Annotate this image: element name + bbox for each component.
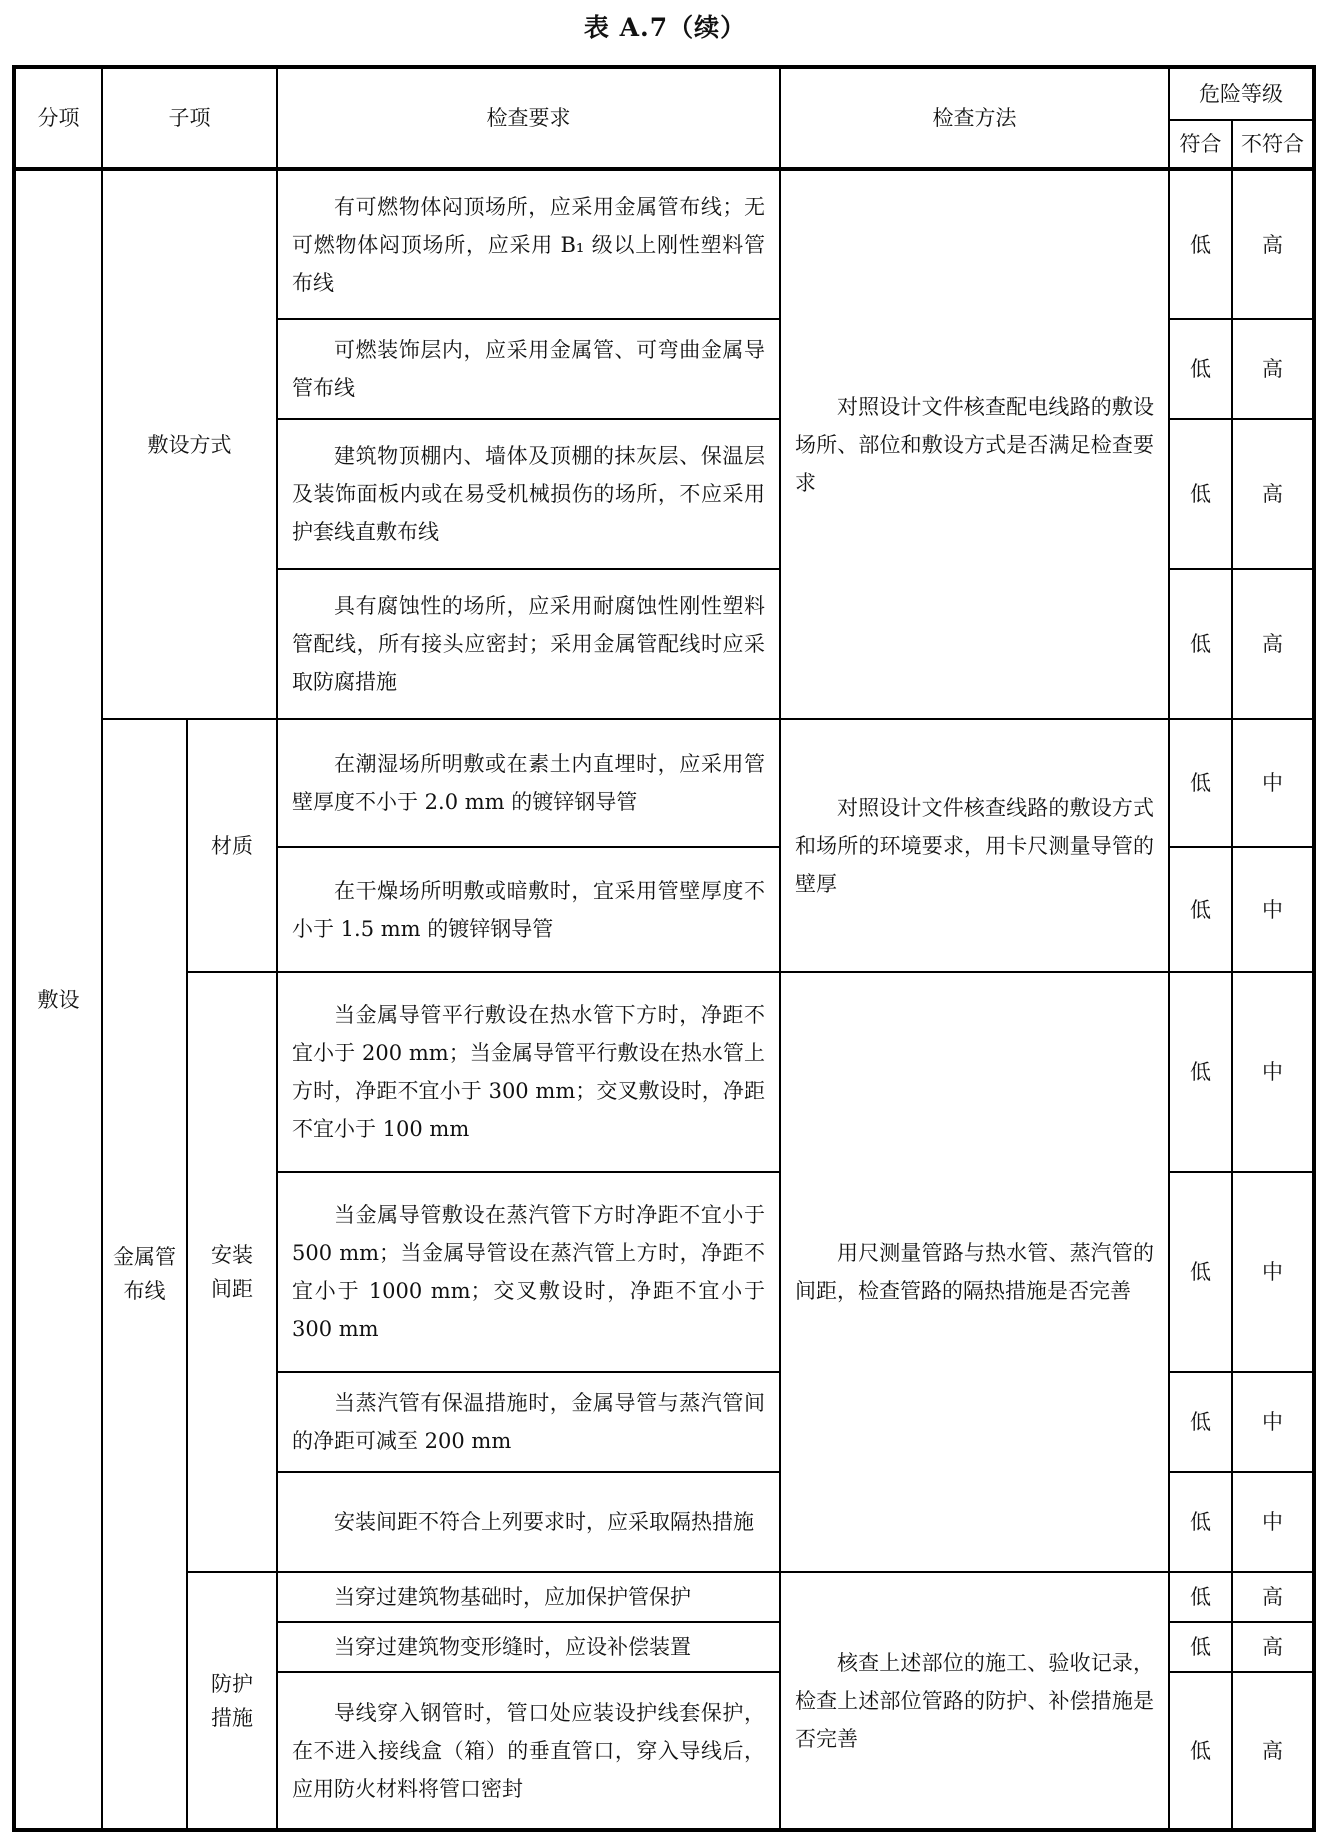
comply-level: 低 xyxy=(1169,569,1232,719)
comply-level: 低 xyxy=(1169,419,1232,569)
header-zixiang: 子项 xyxy=(102,67,277,169)
not-comply-level: 中 xyxy=(1232,847,1314,972)
subsub-spacing xyxy=(187,972,277,1572)
method-cell: 对照设计文件核查配电线路的敷设场所、部位和敷设方式是否满足检查要求 xyxy=(780,169,1169,719)
spacing-label: 安装间距 xyxy=(211,1243,253,1301)
comply-level: 低 xyxy=(1169,319,1232,419)
requirement-cell: 当蒸汽管有保温措施时，金属导管与蒸汽管间的净距可减至 200 mm xyxy=(277,1372,780,1472)
requirement-cell: 具有腐蚀性的场所，应采用耐腐蚀性刚性塑料管配线，所有接头应密封；采用金属管配线时应采取防腐措施 xyxy=(277,569,780,719)
comply-level: 低 xyxy=(1169,719,1232,847)
subitem-laying-method: 敷设方式 xyxy=(102,169,277,719)
not-comply-level: 中 xyxy=(1232,1372,1314,1472)
header-method: 检查方法 xyxy=(780,67,1169,169)
comply-level: 低 xyxy=(1169,1672,1232,1830)
not-comply-level: 高 xyxy=(1232,419,1314,569)
requirement-cell: 可燃装饰层内，应采用金属管、可弯曲金属导管布线 xyxy=(277,319,780,419)
header-requirement: 检查要求 xyxy=(277,67,780,169)
subsub-material: 材质 xyxy=(187,719,277,972)
comply-level: 低 xyxy=(1169,169,1232,319)
header-risk-level: 危险等级 xyxy=(1169,67,1314,120)
method-cell: 对照设计文件核查线路的敷设方式和场所的环境要求，用卡尺测量导管的壁厚 xyxy=(780,719,1169,972)
not-comply-level: 高 xyxy=(1232,569,1314,719)
method-cell: 核查上述部位的施工、验收记录，检查上述部位管路的防护、补偿措施是否完善 xyxy=(780,1572,1169,1830)
requirement-cell: 当金属导管平行敷设在热水管下方时，净距不宜小于 200 mm；当金属导管平行敷设在热水管上方时，净距不宜小于 300 mm；交叉敷设时，净距不宜小于 100 mm xyxy=(277,972,780,1172)
protection-label: 防护措施 xyxy=(211,1671,253,1730)
requirement-cell: 当穿过建筑物基础时，应加保护管保护 xyxy=(277,1572,780,1622)
comply-level: 低 xyxy=(1169,1172,1232,1372)
not-comply-level: 中 xyxy=(1232,1472,1314,1572)
not-comply-level: 高 xyxy=(1232,319,1314,419)
not-comply-level: 高 xyxy=(1232,1622,1314,1672)
requirement-cell: 安装间距不符合上列要求时，应采取隔热措施 xyxy=(277,1472,780,1572)
not-comply-level: 高 xyxy=(1232,1572,1314,1622)
not-comply-level: 中 xyxy=(1232,972,1314,1172)
requirement-cell: 建筑物顶棚内、墙体及顶棚的抹灰层、保温层及装饰面板内或在易受机械损伤的场所，不应采用护套线直敷布线 xyxy=(277,419,780,569)
comply-level: 低 xyxy=(1169,1472,1232,1572)
table-row xyxy=(14,719,1314,847)
subitem-metal-pipe xyxy=(102,719,187,1830)
method-cell: 用尺测量管路与热水管、蒸汽管的间距，检查管路的隔热措施是否完善 xyxy=(780,972,1169,1572)
comply-level: 低 xyxy=(1169,1372,1232,1472)
table-title: 表 A.7（续） xyxy=(583,13,747,42)
subsub-protection xyxy=(187,1572,277,1830)
not-comply-level: 中 xyxy=(1232,1172,1314,1372)
header-fenxiang: 分项 xyxy=(14,67,102,169)
requirement-cell: 导线穿入钢管时，管口处应装设护线套保护，在不进入接线盒（箱）的垂直管口，穿入导线后，应用防火材料将管口密封 xyxy=(277,1672,780,1830)
table-row xyxy=(14,169,1314,319)
not-comply-level: 高 xyxy=(1232,1672,1314,1830)
comply-level: 低 xyxy=(1169,847,1232,972)
table-row xyxy=(14,972,1314,1172)
inspection-table xyxy=(12,65,1316,1832)
not-comply-level: 中 xyxy=(1232,719,1314,847)
metal-pipe-label: 金属管布线 xyxy=(113,1245,176,1303)
header-comply: 符合 xyxy=(1169,120,1232,169)
table-row xyxy=(14,1572,1314,1622)
comply-level: 低 xyxy=(1169,1572,1232,1622)
requirement-cell: 有可燃物体闷顶场所，应采用金属管布线；无可燃物体闷顶场所，应采用 B₁ 级以上刚性塑料管布线 xyxy=(277,169,780,319)
requirement-cell: 在潮湿场所明敷或在素土内直埋时，应采用管壁厚度不小于 2.0 mm 的镀锌钢导管 xyxy=(277,719,780,847)
category-cell: 敷设 xyxy=(14,169,102,1830)
requirement-cell: 在干燥场所明敷或暗敷时，宜采用管壁厚度不小于 1.5 mm 的镀锌钢导管 xyxy=(277,847,780,972)
not-comply-level: 高 xyxy=(1232,169,1314,319)
comply-level: 低 xyxy=(1169,972,1232,1172)
requirement-cell: 当金属导管敷设在蒸汽管下方时净距不宜小于 500 mm；当金属导管设在蒸汽管上方时，净距不宜小于 1000 mm；交叉敷设时，净距不宜小于 300 mm xyxy=(277,1172,780,1372)
comply-level: 低 xyxy=(1169,1622,1232,1672)
header-not-comply: 不符合 xyxy=(1232,120,1314,169)
requirement-cell: 当穿过建筑物变形缝时，应设补偿装置 xyxy=(277,1622,780,1672)
